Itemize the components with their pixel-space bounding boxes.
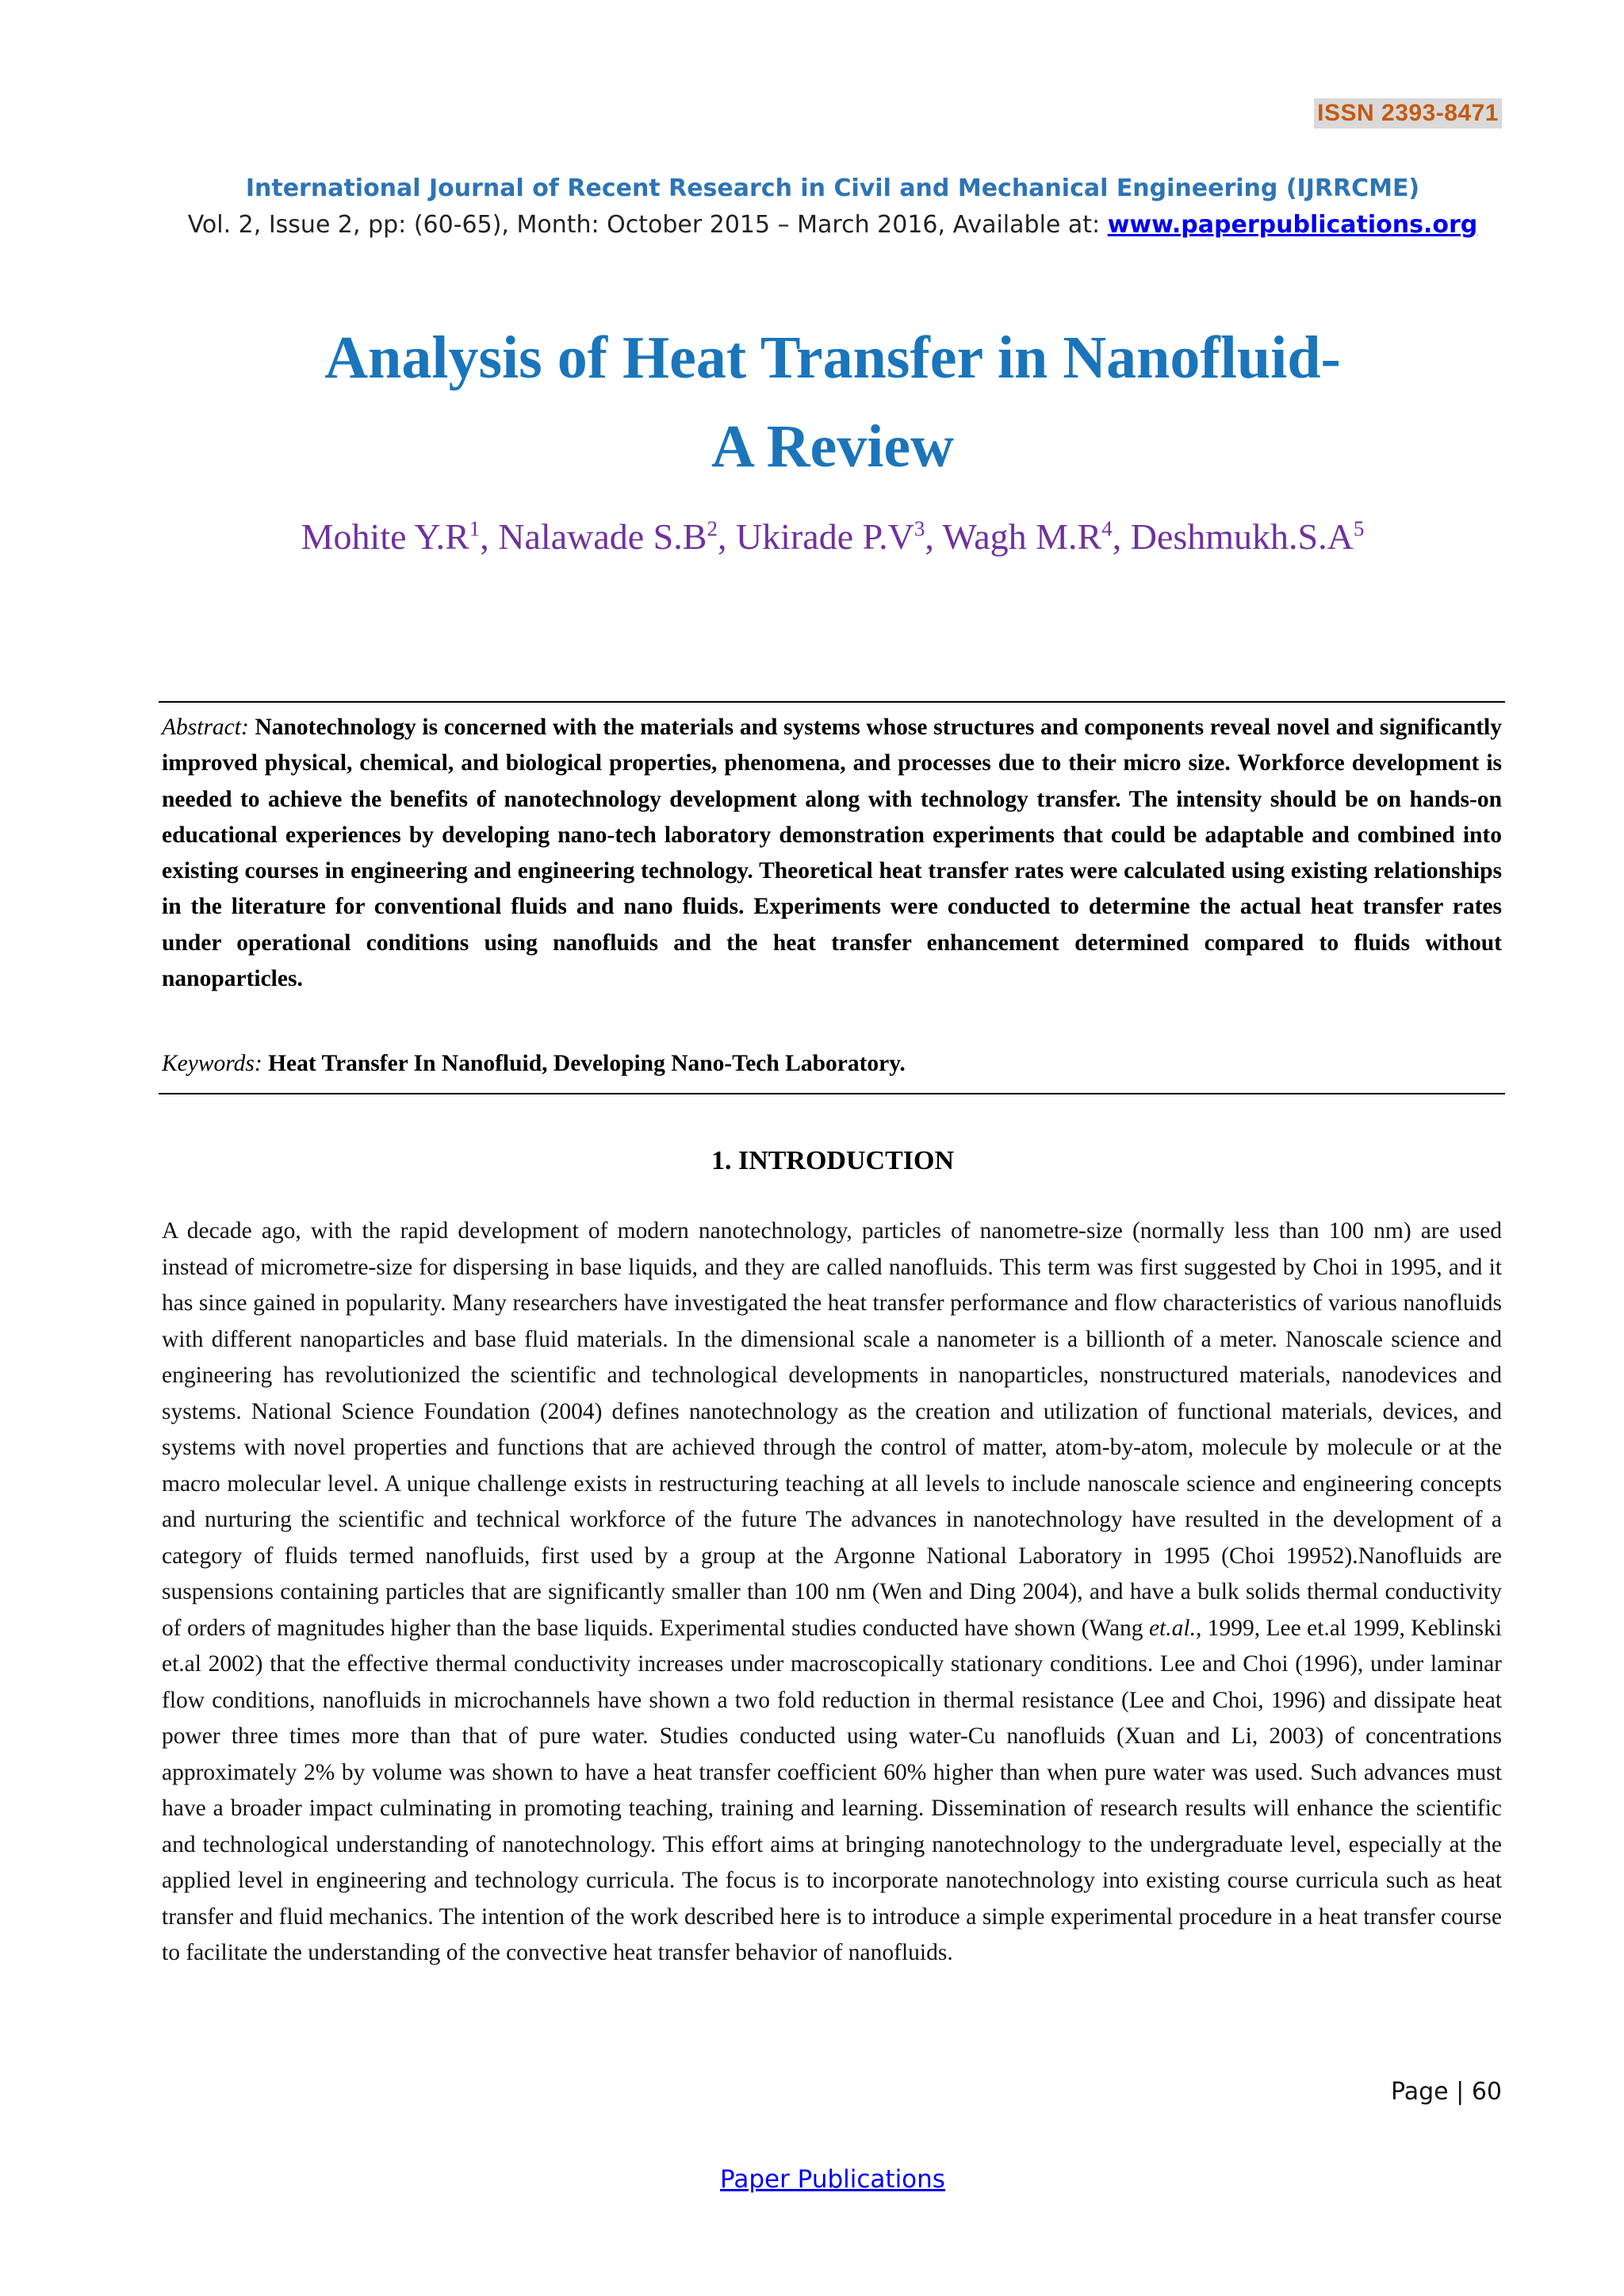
introduction-body — [162, 1213, 1502, 1972]
author-affiliation: 5 — [1353, 516, 1365, 541]
website-link[interactable]: www.paperpublications.org — [1107, 211, 1478, 239]
author-name: Deshmukh.S.A — [1130, 516, 1354, 557]
abstract-top-rule — [159, 701, 1505, 703]
title-line-1: Analysis of Heat Transfer in Nanofluid- — [324, 324, 1341, 391]
author-name: Ukirade P.V — [735, 516, 914, 557]
abstract — [162, 710, 1502, 997]
abstract-bottom-rule — [159, 1093, 1505, 1094]
abstract-label: Abstract: — [162, 715, 249, 740]
author-affiliation: 1 — [469, 516, 481, 541]
body-text-1: A decade ago, with the rapid development of modern nanotechnology, particles of nanometre-size (normally less than 100 nm) are used instead of micrometre-size for dispersing in base liquids, and they are called nanofluids. This term was first suggested by Choi in 1995, and it has since gained in popularity. Many researchers have investigated the heat transfer performance and flow characteristics of various nanofluids with different nanoparticles and base fluid materials. In the dimensional scale a nanometer is a billionth of a meter. Nanoscale science and engineering has revolutionized the scientific and technological developments in nanoparticles, nonstructured materials, nanodevices and systems. National Science Foundation (2004) defines nanotechnology as the creation and utilization of functional materials, devices, and systems with novel properties and functions that are achieved through the control of matter, atom-by-atom, molecule by molecule or at the macro molecular level. A unique challenge exists in restructuring teaching at all levels to include nanoscale science and engineering concepts and nurturing the scientific and technical workforce of the future The advances in nanotechnology have resulted in the development of a category of fluids termed nanofluids, first used by a group at the Argonne National Laboratory in 1995 (Choi 19952).Nanofluids are suspensions containing particles that are significantly smaller than 100 nm (Wen and Ding 2004), and have a bulk solids thermal conductivity of orders of magnitudes higher than the base liquids. Experimental studies conducted have shown (Wang — [162, 1218, 1502, 1641]
keywords-text: Heat Transfer In Nanofluid, Developing Nano-Tech Laboratory. — [268, 1051, 906, 1076]
issn-badge: ISSN 2393-8471 — [1314, 98, 1502, 128]
page-number: Page | 60 — [1391, 2078, 1502, 2106]
author-list: Mohite $Y.R^1$, Nalawade $S.B^2$, Ukirade $P.V^3$, Wagh $M.R^4$, $Deshmukh.S.A^5$ — [301, 516, 1365, 557]
volume-info — [0, 211, 1624, 239]
publisher-link[interactable]: Paper Publications — [720, 2165, 945, 2194]
abstract-text: Nanotechnology is concerned with the materials and systems whose structures and components reveal novel and significantly improved physical, chemical, and biological properties, phenomena, and processes due to their micro size. Workforce development is needed to achieve the benefits of nanotechnology development along with technology transfer. The intensity should be on hands-on educational experiences by developing nano-tech laboratory demonstration experiments that could be adaptable and combined into existing courses in engineering and engineering technology. Theoretical heat transfer rates were calculated using existing relationships in the literature for conventional fluids and nano fluids. Experiments were conducted to determine the actual heat transfer rates under operational conditions using nanofluids and the heat transfer enhancement determined compared to fluids without nanoparticles. — [162, 715, 1503, 992]
body-text-2: 1999, Lee et.al 1999, Keblinski et.al 2002) that the effective thermal conductivity increases under macroscopically stationary conditions. Lee and Choi (1996), under laminar flow conditions, nanofluids in microchannels have shown a two fold reduction in thermal resistance (Lee and Choi, 1996) and dissipate heat power three times more than that of pure water. Studies conducted using water-Cu nanofluids (Xuan and Li, 2003) of concentrations approximately 2% by volume was shown to have a heat transfer coefficient 60% higher than when pure water was used. Such advances must have a broader impact culminating in promoting teaching, training and learning. Dissemination of research results will enhance the scientific and technological understanding of nanotechnology. This effort aims at bringing nanotechnology to the undergraduate level, especially at the applied level in engineering and technology curricula. The focus is to incorporate nanotechnology into existing course curricula such as heat transfer and fluid mechanics. The intention of the work described here is to introduce a simple experimental procedure in a heat transfer course to facilitate the understanding of the convective heat transfer behavior of nanofluids. — [162, 1615, 1502, 1965]
body-italic: et.al., — [1148, 1615, 1202, 1641]
journal-name: International Journal of Recent Research in Civil and Mechanical Engineering (IJRRCME) — [245, 174, 1420, 202]
keywords — [162, 1051, 1502, 1077]
author-name: Nalawade S.B — [498, 516, 707, 557]
author-name: Wagh M.R — [942, 516, 1102, 557]
section-heading: 1. INTRODUCTION — [710, 1146, 955, 1175]
author-affiliation: 4 — [1101, 516, 1113, 541]
title-line-2: A Review — [710, 413, 955, 480]
author-affiliation: 2 — [707, 516, 718, 541]
paper-title — [0, 313, 1624, 491]
volume-text: Vol. 2, Issue 2, pp: (60-65), Month: October 2015 – March 2016, Available at: — [187, 211, 1108, 239]
author-affiliation: 3 — [914, 516, 925, 541]
author-name: Mohite Y.R — [301, 516, 469, 557]
keywords-label: Keywords: — [162, 1051, 262, 1076]
